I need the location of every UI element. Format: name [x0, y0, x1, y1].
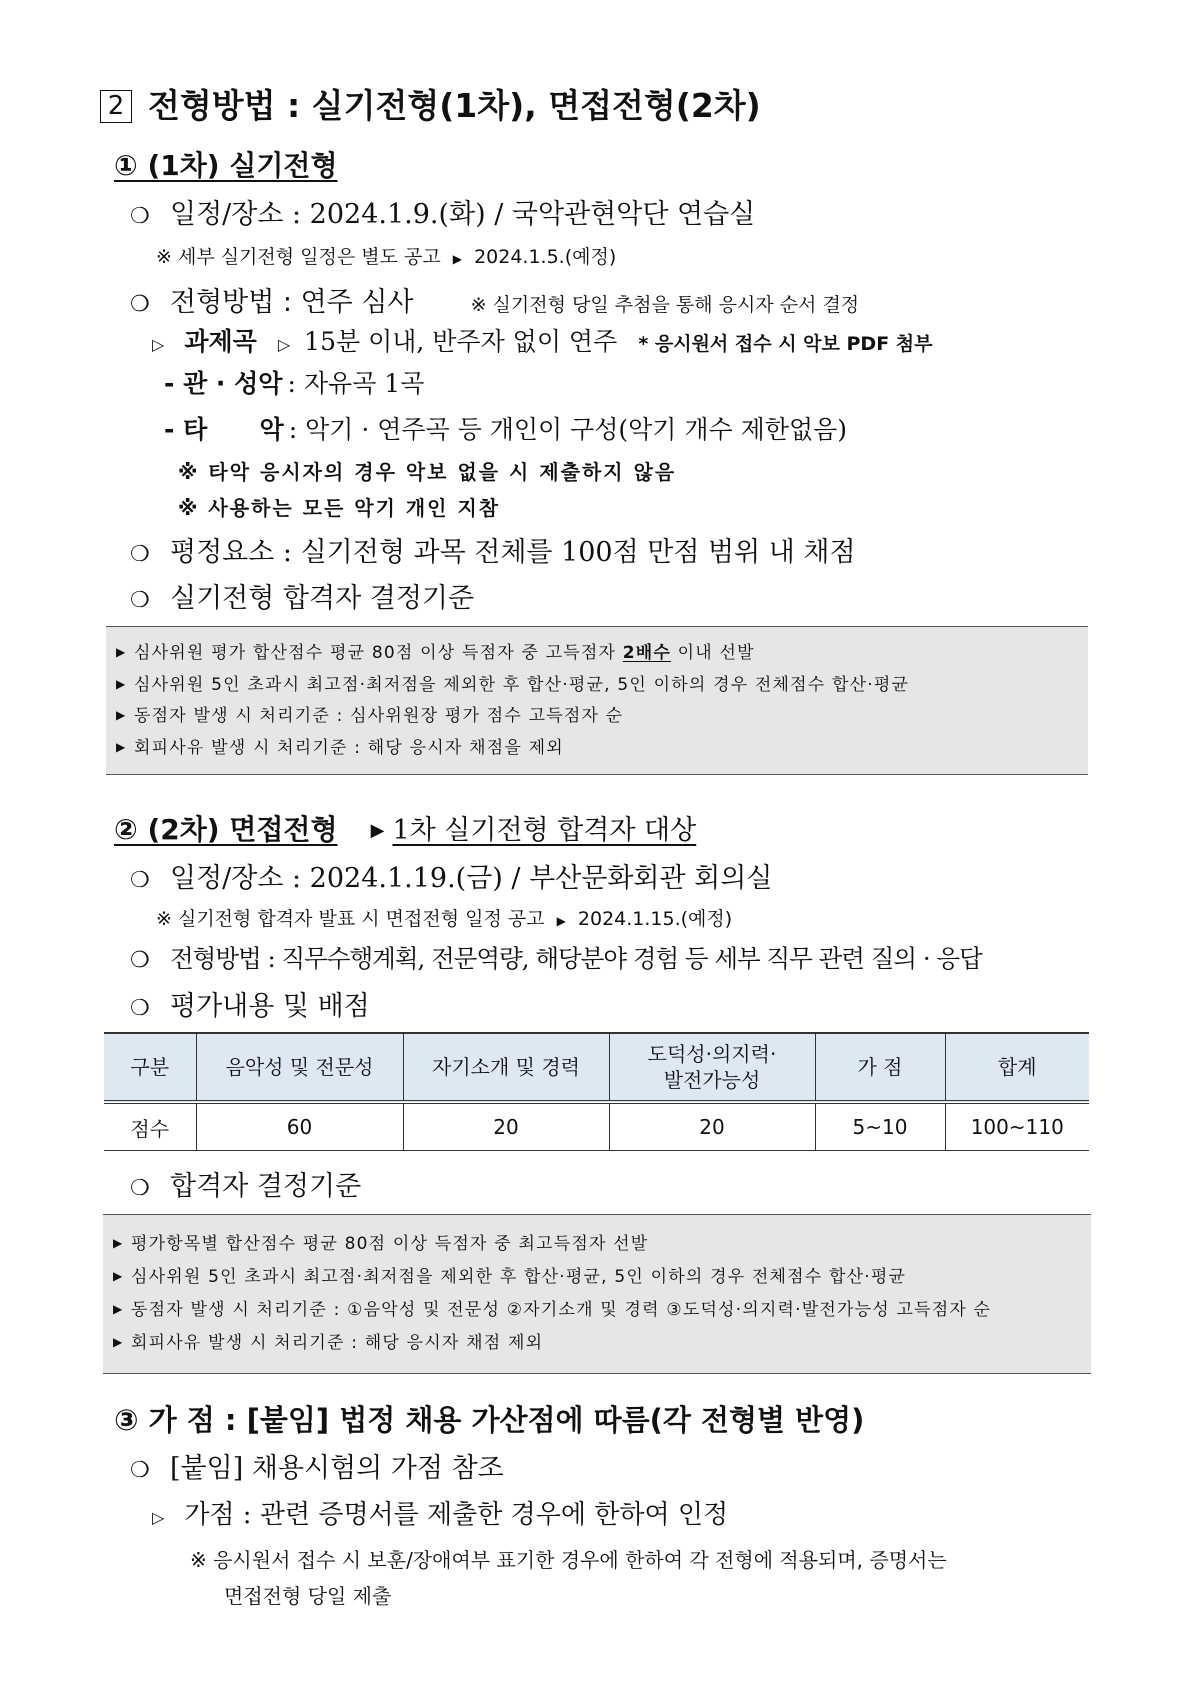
triangle-right-icon: ▶ [556, 914, 566, 928]
wind-label: - 관 · 성악 [164, 369, 283, 398]
circle-bullet-icon: ❍ [130, 292, 150, 317]
section-title [100, 80, 761, 127]
triangle-outline-icon: ▷ [152, 335, 165, 354]
stage3-note-line1: ※ 응시원서 접수 시 보훈/장애여부 표기한 경우에 한하여 각 전형에 적용되며, 증명서는 [190, 1548, 947, 1572]
criteria-row [113, 1227, 1091, 1260]
criteria-text: 동점자 발생 시 처리기준 : ①음악성 및 전문성 ②자기소개 및 경력 ③도덕성·의지력·발전가능성 고득점자 순 [131, 1300, 992, 1320]
stage2-scoring-line [130, 984, 370, 1023]
stage2-pass-line [130, 1164, 361, 1203]
header-category: 구분 [104, 1033, 196, 1102]
criteria-text: 이내 선발 [677, 643, 755, 663]
stage2-schedule-note-text: ※ 실기전형 합격자 발표 시 면접전형 일정 공고 [156, 908, 545, 930]
stage3-ref-line [130, 1446, 504, 1485]
stage1-schedule-note-text: ※ 세부 실기전형 일정은 별도 공고 [156, 246, 441, 268]
criteria-text: 심사위원 5인 초과시 최고점·최저점을 제외한 후 합산·평균, 5인 이하의 경우 전체점수 합산·평균 [134, 674, 910, 695]
score-cell: 60 [196, 1102, 403, 1151]
triangle-right-icon: ▶ [116, 708, 127, 722]
triangle-right-icon: ▶ [113, 1302, 124, 1316]
triangle-right-icon: ▶ [452, 252, 463, 266]
piece-desc: 15분 이내, 반주자 없이 연주 [304, 327, 618, 356]
score-cell: 5~10 [815, 1102, 945, 1151]
stage2-criteria-box [103, 1214, 1091, 1374]
row-label: 점수 [104, 1102, 196, 1151]
stage3-bonus: 가점 : 관련 증명서를 제출한 경우에 한하여 인정 [184, 1500, 729, 1530]
score-table-header-row [104, 1033, 1089, 1102]
stage2-scoring-heading: 평가내용 및 배점 [170, 991, 370, 1022]
stage1-pass-line [130, 576, 474, 615]
circle-bullet-icon: ❍ [130, 204, 150, 229]
stage1-schedule-note-date: 2024.1.5.(예정) [474, 246, 617, 268]
criteria-text: 심사위원 평가 합산점수 평균 80점 이상 득점자 중 고득점자 [134, 643, 617, 663]
criteria-row [116, 669, 1088, 701]
circle-bullet-icon: ❍ [130, 868, 150, 893]
stage1-schedule-note [156, 242, 616, 269]
stage1-evaluation: 평정요소 : 실기전형 과목 전체를 100점 만점 범위 내 채점 [170, 537, 856, 568]
circle-bullet-icon: ❍ [130, 542, 150, 567]
perc-note1: ※ 타악 응시자의 경우 악보 없을 시 제출하지 않음 [178, 460, 677, 484]
criteria-text: 평가항목별 합산점수 평균 80점 이상 득점자 중 최고득점자 선발 [131, 1234, 649, 1254]
header-morality-line1: 도덕성·의지력· [647, 1042, 777, 1066]
triangle-right-icon: ▶ [116, 676, 127, 691]
criteria-row [113, 1326, 1091, 1359]
criteria-row [116, 637, 1088, 669]
stage1-heading: ① (1차) 실기전형 [114, 149, 338, 182]
stage1-schedule-line [130, 192, 755, 231]
perc-line [164, 410, 847, 446]
score-cell: 20 [609, 1102, 815, 1151]
wind-desc: : 자유곡 1곡 [287, 369, 425, 398]
score-table [104, 1032, 1089, 1151]
circle-bullet-icon: ❍ [130, 588, 150, 613]
stage3-ref: [붙임] 채용시험의 가점 참조 [170, 1453, 504, 1484]
stage1-method-note: ※ 실기전형 당일 추첨을 통해 응시자 순서 결정 [470, 294, 860, 316]
criteria-row [116, 732, 1088, 764]
stage2-heading-line [114, 808, 696, 848]
criteria-row [116, 700, 1088, 732]
circle-bullet-icon: ❍ [130, 1176, 150, 1201]
triangle-right-icon: ▶ [116, 645, 127, 659]
stage1-method: 전형방법 : 연주 심사 [170, 287, 414, 318]
header-morality [609, 1033, 815, 1102]
header-intro-career: 자기소개 및 경력 [403, 1033, 609, 1102]
criteria-text: 동점자 발생 시 처리기준 : 심사위원장 평가 점수 고득점자 순 [134, 706, 624, 726]
triangle-outline-icon: ▷ [277, 335, 291, 354]
section-title-text: 전형방법 : 실기전형(1차), 면접전형(2차) [148, 86, 761, 125]
stage2-target: 1차 실기전형 합격자 대상 [392, 815, 697, 846]
stage3-heading: ③ 가 점 : [붙임] 법정 채용 가산점에 따름(각 전형별 반영) [114, 1403, 865, 1437]
stage2-pass-heading: 합격자 결정기준 [170, 1171, 362, 1202]
stage2-schedule: 일정/장소 : 2024.1.19.(금) / 부산문화회관 회의실 [170, 863, 773, 894]
header-musicality: 음악성 및 전문성 [196, 1033, 403, 1102]
piece-label: 과제곡 [184, 327, 257, 356]
triangle-right-icon: ▶ [113, 1236, 124, 1250]
circle-bullet-icon: ❍ [130, 1458, 150, 1483]
header-bonus: 가 점 [815, 1033, 945, 1102]
stage2-method-line [130, 940, 982, 975]
wind-line [164, 364, 424, 400]
section-number-box: 2 [100, 90, 132, 123]
circle-bullet-icon: ❍ [130, 948, 150, 973]
perc-desc: : 악기 · 연주곡 등 개인이 구성(악기 개수 제한없음) [288, 415, 848, 444]
criteria-text: 회피사유 발생 시 처리기준 : 해당 응시자 채점 제외 [131, 1333, 544, 1353]
criteria-row [113, 1293, 1091, 1326]
score-table-row [104, 1102, 1089, 1151]
triangle-right-icon: ▶ [113, 1269, 124, 1283]
triangle-right-icon: ▶ [116, 739, 127, 754]
header-total: 합계 [945, 1033, 1089, 1102]
score-cell: 20 [403, 1102, 609, 1151]
stage1-criteria-box [106, 626, 1088, 775]
stage2-schedule-note-date: 2024.1.15.(예정) [577, 908, 733, 930]
stage2-method: 전형방법 : 직무수행계획, 전문역량, 해당분야 경험 등 세부 직무 관련 질의 · 응답 [170, 944, 982, 973]
stage2-schedule-note [156, 904, 732, 931]
criteria-emphasis: 2배수 [622, 643, 672, 663]
stage1-pass-heading: 실기전형 합격자 결정기준 [170, 583, 475, 614]
score-cell: 100~110 [945, 1102, 1089, 1151]
criteria-row [113, 1260, 1091, 1293]
stage1-schedule: 일정/장소 : 2024.1.9.(화) / 국악관현악단 연습실 [170, 199, 756, 230]
stage2-heading: ② (2차) 면접전형 [114, 813, 338, 846]
stage1-method-line [130, 280, 859, 319]
stage1-piece-line [152, 322, 933, 358]
stage2-schedule-line [130, 856, 772, 895]
triangle-right-icon: ▶ [370, 820, 385, 841]
stage3-bonus-line [152, 1494, 728, 1531]
criteria-text: 심사위원 5인 초과시 최고점·최저점을 제외한 후 합산·평균, 5인 이하의 경우 전체점수 합산·평균 [131, 1267, 907, 1287]
triangle-right-icon: ▶ [113, 1335, 124, 1349]
triangle-outline-icon: ▷ [152, 1508, 165, 1527]
stage1-eval-line [130, 530, 856, 569]
piece-note: * 응시원서 접수 시 악보 PDF 첨부 [638, 333, 933, 355]
criteria-text: 회피사유 발생 시 처리기준 : 해당 응시자 채점을 제외 [134, 737, 564, 758]
stage3-note-line2: 면접전형 당일 제출 [224, 1584, 392, 1608]
perc-label: - 타 악 [164, 415, 284, 444]
circle-bullet-icon: ❍ [130, 996, 150, 1021]
header-morality-line2: 발전가능성 [663, 1068, 761, 1092]
perc-note2: ※ 사용하는 모든 악기 개인 지참 [178, 496, 501, 520]
